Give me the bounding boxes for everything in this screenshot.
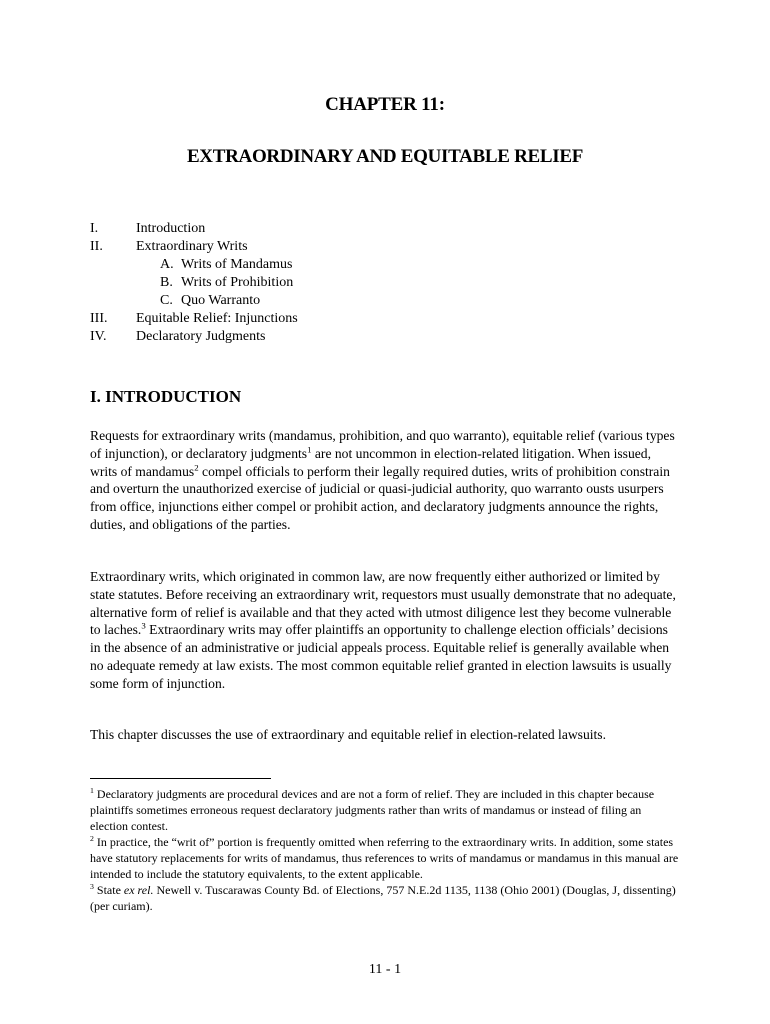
toc-item-number: II.	[90, 239, 103, 254]
toc-item-number: IV.	[90, 329, 107, 344]
paragraph-text: are not uncommon in election-related litigation. When issued, writs of mandamus	[90, 445, 651, 479]
footnote-2	[90, 834, 680, 882]
toc-item	[90, 328, 690, 346]
footnotes	[90, 786, 680, 914]
chapter-title: CHAPTER 11:	[325, 94, 445, 115]
toc-item	[90, 220, 690, 238]
toc-subitem-letter: A.	[160, 257, 174, 272]
footnote-italic-text: ex rel.	[123, 883, 154, 897]
toc-item-number: I.	[90, 221, 99, 236]
page-number: 11 - 1	[368, 962, 402, 977]
paragraph-text: compel officials to perform their legally required duties, writs of prohibition constrain and overturn the unauthorized exercise of judicial or quasi-judicial authority, quo warranto ousts usurpers from office, injunctions either compel or prohibit action, and declaratory judgments announce the rights, duties, and obligations of the parties.	[90, 463, 670, 532]
footnote-text: In practice, the “writ of” portion is frequently omitted when referring to the extraordinary writs. In addition, some states have statutory replacements for writs of mandamus, thus references to writs of mandamus or mandamus in this manual are intended to include the statutory equivalents, to the extent applicable.	[90, 835, 679, 881]
footnote-1	[90, 786, 680, 834]
toc-subitem-label: Writs of Prohibition	[181, 275, 294, 290]
toc-subitem-letter: C.	[160, 293, 173, 308]
toc-subitem	[90, 256, 690, 274]
paragraph-text: Requests for extraordinary writs (mandamus, prohibition, and quo warranto), equitable relief (various types of injunction), or declaratory judgments	[90, 428, 675, 461]
toc-item-label: Introduction	[136, 221, 206, 236]
footnote-ref-1: 1	[307, 444, 312, 455]
toc-subitem	[90, 292, 690, 310]
footnote-mark: 2	[90, 834, 94, 843]
toc-subitem-label: Writs of Mandamus	[181, 257, 293, 272]
toc-subitem-letter: B.	[160, 275, 173, 290]
table-of-contents	[90, 220, 690, 346]
toc-subitem	[90, 274, 690, 292]
paragraph-text: Extraordinary writs, which originated in common law, are now frequently either authorized or limited by state statutes. Before receiving an extraordinary writ, requestors must usually demonstrate that no adequate, alternative form of relief is available and that they acted with utmost diligence lest they become vulnerable to laches.	[90, 569, 676, 638]
toc-item-label: Declaratory Judgments	[136, 329, 266, 344]
toc-item-label: Extraordinary Writs	[136, 239, 248, 254]
toc-item-number: III.	[90, 311, 108, 326]
footnote-text: State	[93, 883, 124, 897]
footnote-text: Newell v. Tuscarawas County Bd. of Elections, 757 N.E.2d 1135, 1138 (Ohio 2001) (Douglas, J, dissenting) (per curiam).	[90, 883, 676, 913]
footnote-ref-2: 2	[194, 462, 199, 473]
chapter-subtitle: EXTRAORDINARY AND EQUITABLE RELIEF	[186, 146, 584, 167]
footnote-text: Declaratory judgments are procedural devices and are not a form of relief. They are included in this chapter because plaintiffs sometimes erroneous request declaratory judgments rather than writs of mandamus or instead of filing an election contest.	[90, 787, 655, 833]
toc-item	[90, 310, 690, 328]
toc-item-label: Equitable Relief: Injunctions	[136, 311, 298, 326]
footnote-ref-3: 3	[141, 620, 146, 631]
paragraph-text: Extraordinary writs may offer plaintiffs an opportunity to challenge election officials’ decisions in the absence of an administrative or judicial appeals process. Equitable relief is generally available when no adequate remedy at law exists. The most common equitable relief granted in election lawsuits is usually some form of injunction.	[90, 622, 672, 691]
footnote-mark: 3	[90, 882, 94, 891]
paragraph-2	[90, 568, 680, 693]
footnote-3	[90, 882, 680, 914]
toc-subitem-label: Quo Warranto	[181, 293, 261, 308]
footnote-mark: 1	[90, 786, 94, 795]
paragraph-3: This chapter discusses the use of extraordinary and equitable relief in election-related lawsuits.	[90, 727, 606, 742]
toc-item	[90, 238, 690, 256]
paragraph-1	[90, 427, 680, 534]
section-heading: I. INTRODUCTION	[90, 387, 242, 406]
footnote-divider	[90, 778, 271, 779]
